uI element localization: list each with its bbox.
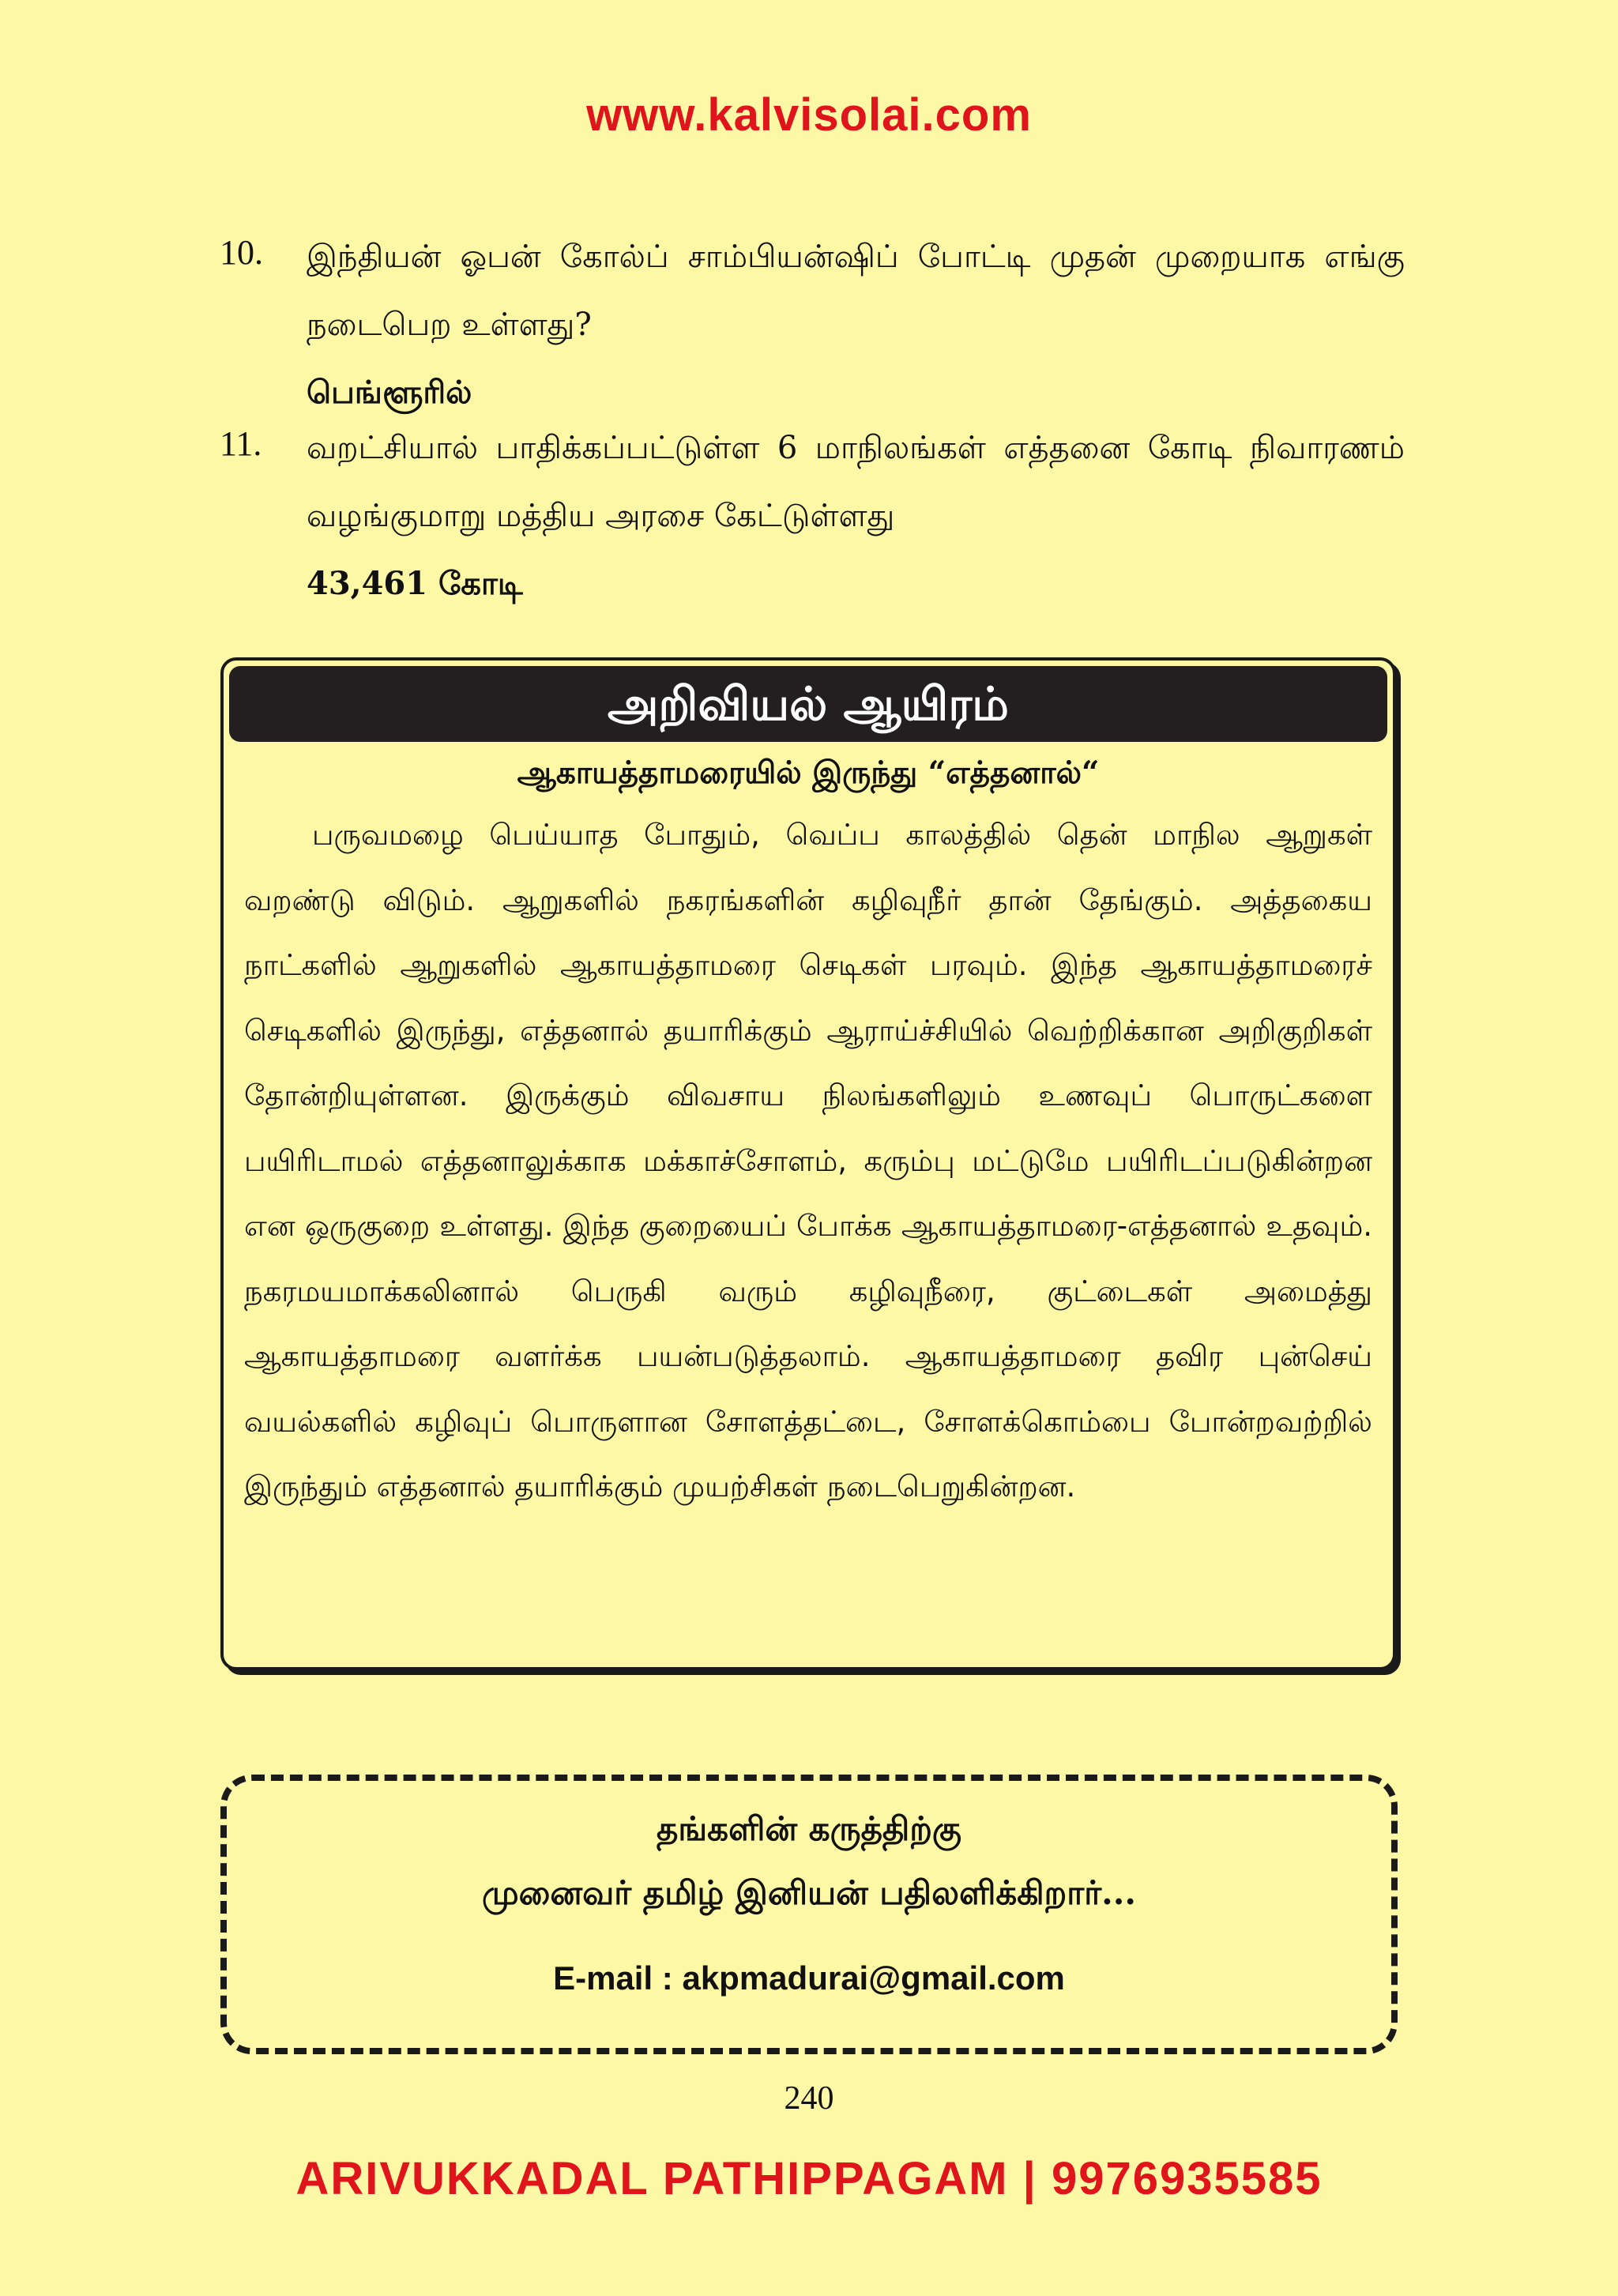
science-box-body: பருவமழை பெய்யாத போதும், வெப்ப காலத்தில் தென் மாநில ஆறுகள் வறண்டு விடும். ஆறுகளில் நகரங்களின் கழிவுநீர் தான் தேங்கும். அத்தகைய நாட்களில் ஆறுகளில் ஆகாயத்தாமரை செடிகள் பரவும். இந்த ஆகாயத்தாமரைச் செடிகளில் இருந்து, எத்தனால் தயாரிக்கும் ஆராய்ச்சியில் வெற்றிக்கான அறிகுறிகள் தோன்றியுள்ளன. இருக்கும் விவசாய நிலங்களிலும் உணவுப் பொருட்களை பயிரிடாமல் எத்தனாலுக்காக மக்காச்சோளம், கரும்பு மட்டுமே பயிரிடப்படுகின்றன என ஒருகுறை உள்ளது. இந்த குறையைப் போக்க ஆகாயத்தாமரை-எத்தனால் உதவும். நகரமயமாக்கலினால் பெருகி வரும் கழிவுநீரை, குட்டைகள் அமைத்து ஆகாயத்தாமரை வளர்க்க பயன்படுத்தலாம். ஆகாயத்தாமரை தவிர புன்செய் வயல்களில் கழிவுப் பொருளான சோளத்தட்டை, சோளக்கொம்பை போன்றவற்றில் இருந்தும் எத்தனால் தயாரிக்கும் முயற்சிகள் நடைபெறுகின்றன. [244,818,1372,1504]
question-text: இந்தியன் ஓபன் கோல்ப் சாம்பியன்ஷிப் போட்டி முதன் முறையாக எங்கு நடைபெற உள்ளது? [307,239,1405,343]
question-text: வறட்சியால் பாதிக்கப்பட்டுள்ள 6 மாநிலங்கள் எத்தனை கோடி நிவாரணம் வழங்குமாறு மத்திய அரசை கேட்டுள்ளது [307,430,1405,534]
question-number: 11. [220,424,262,463]
site-url-header: www.kalvisolai.com [586,89,1032,141]
question-number: 10. [220,233,263,272]
answer-text: பெங்ளூரில் [307,374,472,411]
science-thousand-box [220,657,1396,1670]
page-number: 240 [784,2080,834,2117]
science-box-title: அறிவியல் ஆயிரம் [229,666,1387,742]
feedback-line-2: முனைவர் தமிழ் இனியன் பதிலளிக்கிறார்... [481,1873,1137,1912]
science-box-subtitle: ஆகாயத்தாமரையில் இருந்து “எத்தனால்“ [517,755,1100,791]
question-11 [220,414,1405,618]
feedback-email [227,1959,1391,1997]
feedback-box [220,1775,1398,2054]
question-10 [220,223,1405,427]
footer-publisher: ARIVUKKADAL PATHIPPAGAM | 9976935585 [295,2153,1323,2204]
answer-text: 43,461 கோடி [307,565,523,602]
email-label: E-mail : [553,1959,683,1997]
feedback-line-1: தங்களின் கருத்திற்கு [656,1809,962,1848]
email-address[interactable]: akpmadurai@gmail.com [682,1959,1065,1997]
